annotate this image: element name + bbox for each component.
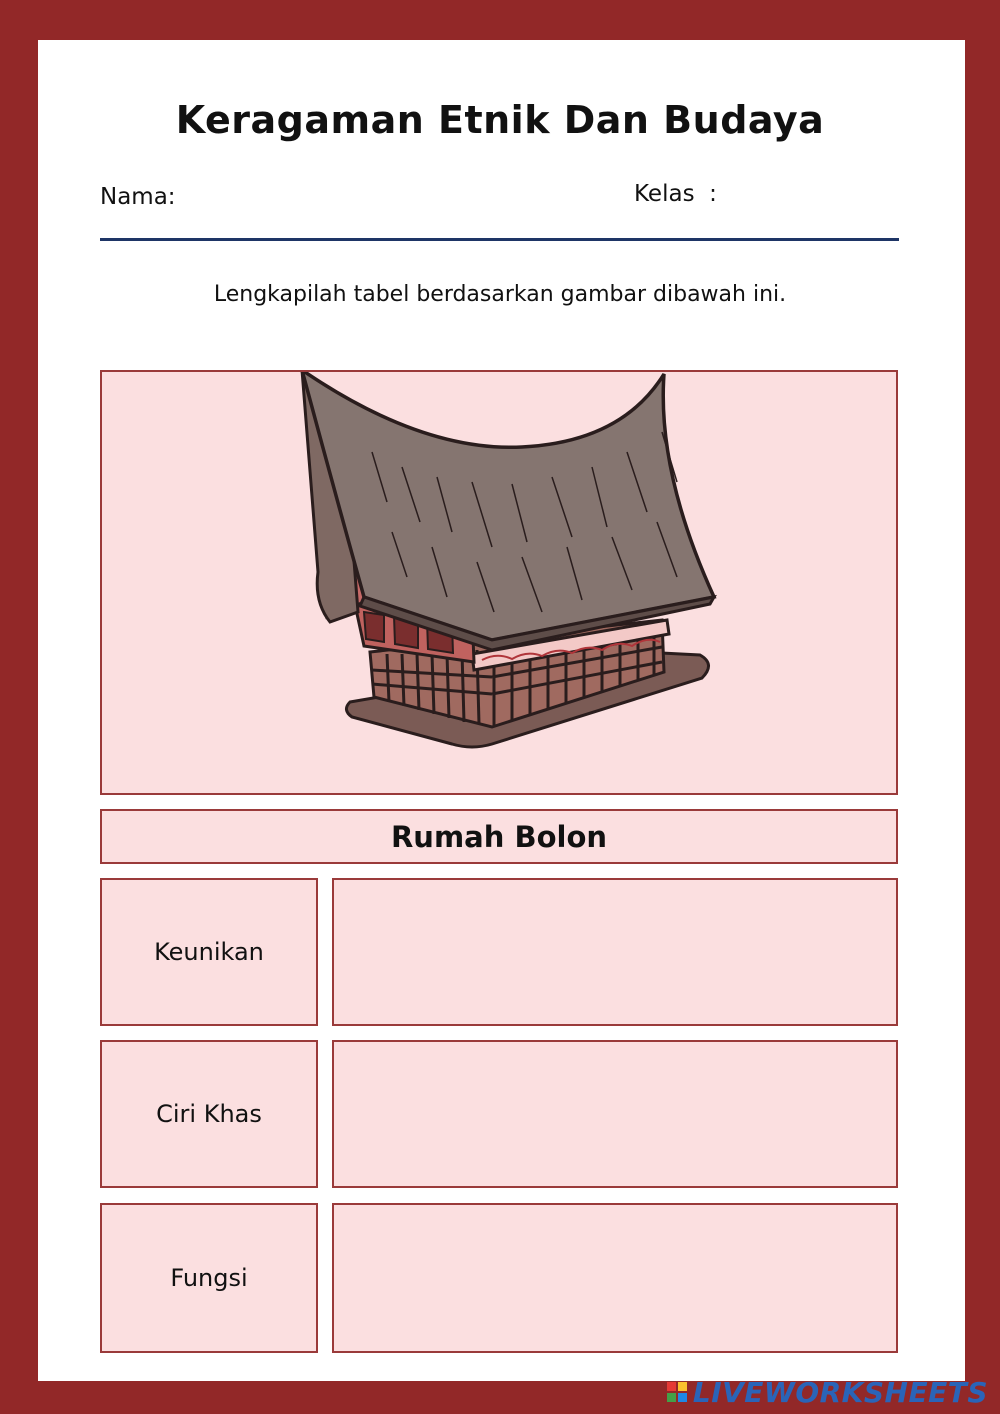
liveworksheets-logo-icon: [667, 1382, 687, 1402]
logo-square-yellow: [678, 1382, 687, 1391]
image-panel: [100, 370, 898, 795]
answer-field-fungsi[interactable]: [332, 1203, 898, 1353]
watermark-text: LIVEWORKSHEETS: [692, 1375, 988, 1409]
house-name-header: Rumah Bolon: [100, 809, 898, 864]
logo-square-red: [667, 1382, 676, 1391]
answer-field-ciri-khas[interactable]: [332, 1040, 898, 1188]
rumah-bolon-illustration-icon: [102, 372, 898, 795]
name-label: Nama:: [100, 184, 176, 210]
worksheet-title: Keragaman Etnik Dan Budaya: [175, 98, 825, 142]
row-label-ciri-khas: Ciri Khas: [100, 1040, 318, 1188]
class-label: Kelas :: [634, 181, 717, 207]
instruction-text: Lengkapilah tabel berdasarkan gambar dibawah ini.: [213, 282, 787, 307]
row-label-fungsi: Fungsi: [100, 1203, 318, 1353]
row-label-keunikan: Keunikan: [100, 878, 318, 1026]
logo-square-green: [667, 1393, 676, 1402]
header-divider: [100, 238, 899, 241]
liveworksheets-watermark: [667, 1376, 988, 1408]
answer-field-keunikan[interactable]: [332, 878, 898, 1026]
logo-square-blue: [678, 1393, 687, 1402]
